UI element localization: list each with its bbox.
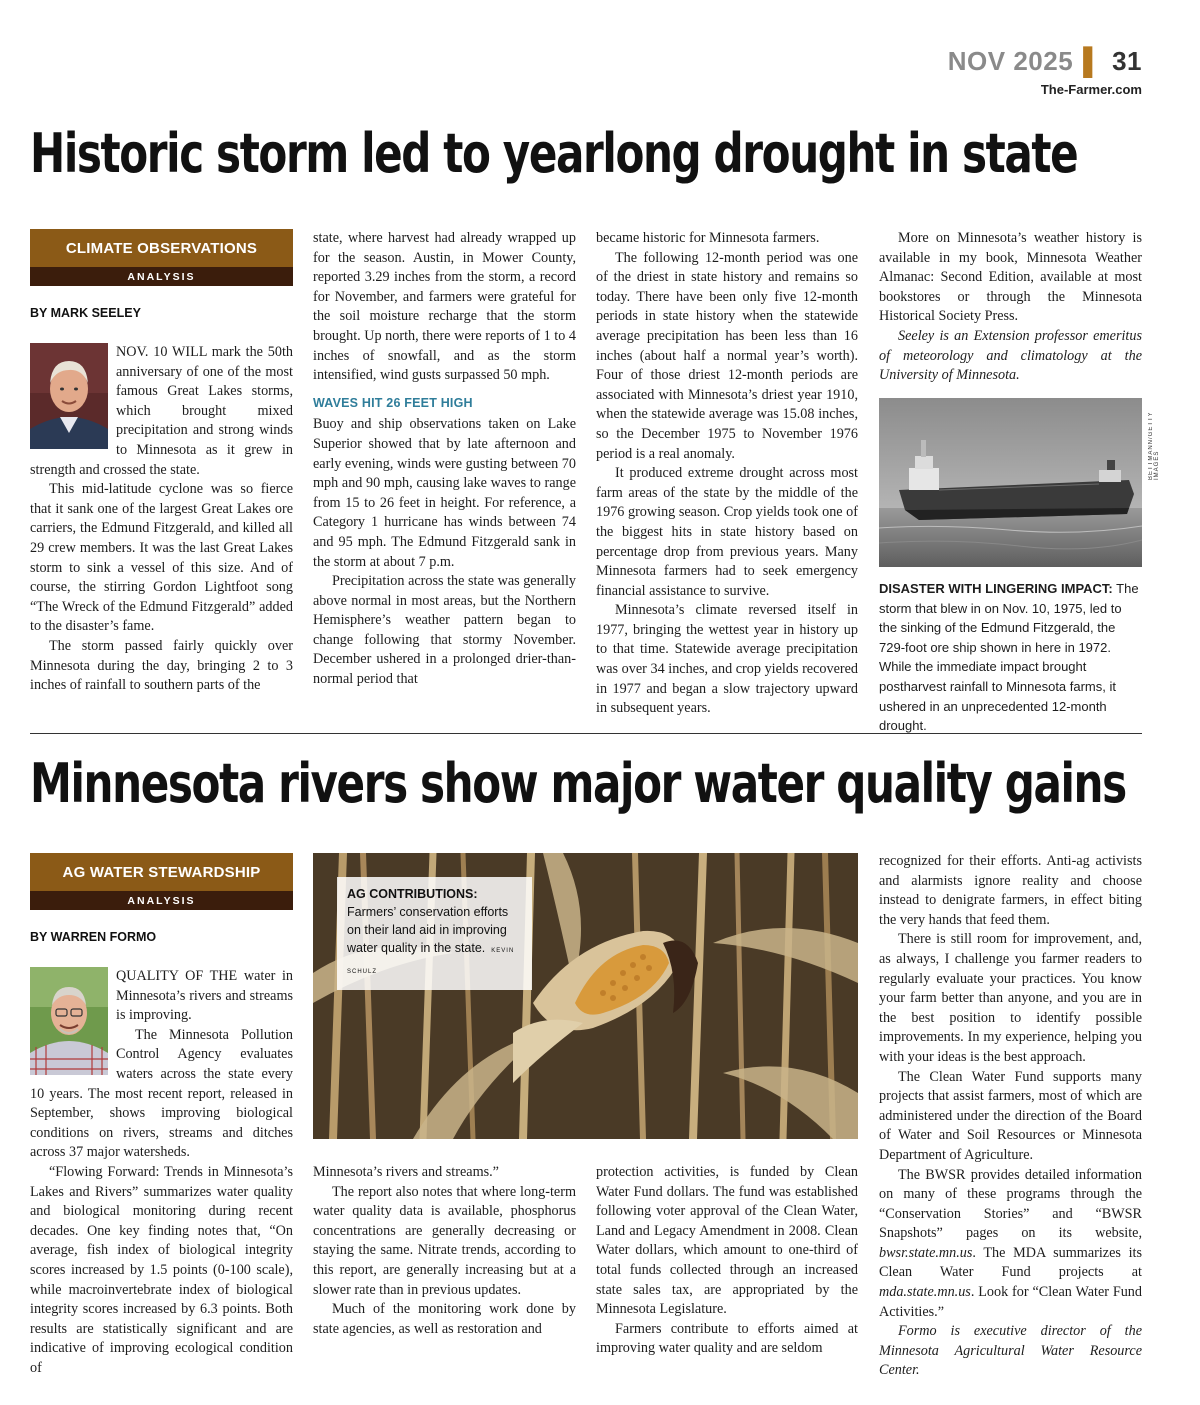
photo-credit: BETTMANN/GETTY IMAGES <box>1148 411 1160 480</box>
paragraph: The following 12-month period was one of the driest in state history and remains so today. There have been only five 12-month periods in state history when the statewide average precipitation has been less than 16 inches (about half a normal year’s worth). Four of those driest 12-month periods are associated with Minnesota’s driest year 1910, when the statewide average was 15.08 inches, so the December 1975 to November 1976 period is a real anomaly. <box>596 249 858 462</box>
paragraph: More on Minnesota’s weather history is available in my book, Minnesota Weather Almanac: Second Edition, available at most bookstores or through the Minnesota Historical Society Press. <box>879 230 1142 325</box>
folio-divider: ▌ <box>1083 46 1103 76</box>
caption-text: The storm that blew in on Nov. 10, 1975, led to the sinking of the Edmund Fitzgerald, the 729-foot ore ship shown in here in 1972. While the immediate impact brought postharvest rainfall to Minnesota farms, it ushered in an unprecedented 12-month drought. <box>879 581 1139 734</box>
paragraph: It produced extreme drought across most farm areas of the state by the middle of the 1976 growing season. Crop yields took one of the biggest hits in state history based on percentage drop from previous years. Many Minnesota farmers had to seek emergency financial assistance to survive. <box>596 465 858 599</box>
paragraph: “Flowing Forward: Trends in Minnesota’s Lakes and Rivers” summarizes water quality and biological monitoring during recent decades. One key finding notes that, “On average, fish index of biological integrity scores increased by 1.5 points (0-100 scale), while macroinvertebrate index of biological integrity scores increased by 6.3 points. Both results are statistically significant and are indicative of improving ecological condition of <box>30 1163 293 1376</box>
paragraph: The report also notes that where long-term water quality data is available, phosphorus concentrations are generally decreasing or staying the same. Nitrate trends, according to this report, are generally increasing but at a slower rate than in previous updates. <box>313 1183 576 1298</box>
paragraph: Farmers contribute to efforts aimed at improving water quality and are seldom <box>596 1320 858 1357</box>
section-sublabel: ANALYSIS <box>30 267 293 286</box>
paragraph <box>879 1166 1142 1323</box>
caption-label: AG CONTRIBUTIONS: <box>347 887 478 901</box>
author-bio: Formo is executive director of the Minnesota Agricultural Water Resource Center. <box>879 1323 1142 1379</box>
paragraph: Minnesota’s rivers and streams.” <box>313 1164 499 1180</box>
author-bio: Seeley is an Extension professor emeritus of meteorology and climatology at the University of Minnesota. <box>879 327 1142 384</box>
site-url: The-Farmer.com <box>1040 82 1142 97</box>
photo-credit: KEVIN SCHULZ <box>347 948 515 975</box>
author-portrait-seeley <box>30 343 108 449</box>
ship-photo <box>879 398 1142 567</box>
article2-headline: Minnesota rivers show major water quality gains <box>30 752 1126 815</box>
subhead: WAVES HIT 26 FEET HIGH <box>313 395 473 410</box>
article2-column-1 <box>30 967 293 1378</box>
website-link-bwsr: bwsr.state.mn.us <box>879 1244 973 1261</box>
article2-section-tag <box>30 853 293 910</box>
paragraph: became historic for Minnesota farmers. <box>596 230 820 246</box>
article1-byline: BY MARK SEELEY <box>30 306 141 320</box>
article1-column-2 <box>313 229 576 690</box>
article2-byline: BY WARREN FORMO <box>30 930 157 944</box>
paragraph: The Clean Water Fund supports many projects that assist farmers, most of which are administered under the direction of the Board of Water and Soil Resources or Minnesota Department of Agriculture. <box>879 1068 1142 1163</box>
author-portrait-formo <box>30 967 108 1075</box>
paragraph: protection activities, is funded by Clean Water Fund dollars. The fund was established following voter approval of the Clean Water, Land and Legacy Amendment in 2008. Clean Water dollars, which amount to one-third of total funds collected through an increased state sales tax, are appropriated by the Minnesota Legislature. <box>596 1164 858 1318</box>
page-number: 31 <box>1112 46 1142 76</box>
paragraph: state, where harvest had already wrapped up for the season. Austin, in Mower County, reported 3.29 inches from the storm, a record for November, and farmers were grateful for the soil moisture recharge that the storm brought. Up north, there were reports of 1 to 4 inches of snowfall, and as the storm intensified, wind gusts surpassed 50 mph. <box>313 230 576 384</box>
paragraph: Precipitation across the state was generally above normal in most areas, but the Northern Hemisphere’s weather pattern began to change following that stormy November. December ushered in a prolonged drier-than-normal period that <box>313 573 576 688</box>
issue-folio <box>948 46 1142 77</box>
text-run: The BWSR provides detailed information on many of these programs through the “Conservation Stories” and “BWSR Snapshots” pages on its website, <box>879 1166 1142 1242</box>
corn-photo-caption <box>337 877 532 990</box>
ship-photo-caption <box>879 579 1142 736</box>
section-label: AG WATER STEWARDSHIP <box>30 853 293 891</box>
paragraph: The Minnesota Pollution Control Agency evaluates waters across the state every 10 years. The most recent report, released in September, shows improving biological conditions on rivers, streams and ditches across 37 major watersheds. <box>30 1026 293 1161</box>
paragraph: The storm passed fairly quickly over Minnesota during the day, bringing 2 to 3 inches of rainfall to southern parts of the <box>30 637 293 694</box>
text-run: . The MDA summarizes its Clean Water Fund projects at <box>879 1244 1142 1281</box>
section-divider <box>30 733 1142 734</box>
section-sublabel: ANALYSIS <box>30 891 293 910</box>
article1-column-1 <box>30 343 293 696</box>
article2-column-4 <box>879 852 1142 1381</box>
article1-column-3 <box>596 229 858 719</box>
paragraph: Buoy and ship observations taken on Lake Superior showed that by late afternoon and early evening, winds were gusting between 70 mph and 90 mph, causing lake waves to range from 15 to 26 feet in height. For reference, a Category 1 hurricane has winds between 74 and 95 mph. The Edmund Fitzgerald sank in the storm at about 7 p.m. <box>313 416 576 570</box>
website-link-mda: mda.state.mn.us <box>879 1284 971 1301</box>
paragraph: QUALITY OF THE water in Minnesota’s rivers and streams is improving. <box>116 968 293 1024</box>
article1-headline: Historic storm led to yearlong drought in state <box>30 122 1078 185</box>
paragraph: This mid-latitude cyclone was so fierce that it sank one of the largest Great Lakes ore carriers, the Edmund Fitzgerald, and killed all 29 crew members. It was the last Great Lakes storm to sink a vessel of this size. And of course, the stirring Gordon Lightfoot song “The Wreck of the Edmund Fitzgerald” added to the disaster’s fame. <box>30 481 293 635</box>
paragraph: NOV. 10 WILL mark the 50th anniversary of one of the most famous Great Lakes storms, which brought mixed precipitation and strong winds to Minnesota as it grew in strength and crossed the state. <box>30 344 293 478</box>
caption-text: Farmers’ conservation efforts on their land aid in improving water quality in the state. <box>347 905 509 955</box>
section-label: CLIMATE OBSERVATIONS <box>30 229 293 267</box>
paragraph: Minnesota’s climate reversed itself in 1977, bringing the wettest year in history up to that time. Statewide average precipitation was over 34 inches, and crop yields recovered in 1977 and began a slow trajectory upward in subsequent years. <box>596 602 858 717</box>
article2-column-2 <box>313 1163 576 1339</box>
text-run: . Look for “Clean Water Fund Activities.” <box>879 1284 1142 1320</box>
article2-column-3 <box>596 1163 858 1359</box>
article1-column-4 <box>879 229 1142 386</box>
issue-date: NOV 2025 <box>947 46 1074 76</box>
article1-section-tag <box>30 229 293 286</box>
paragraph: There is still room for improvement, and, as always, I challenge you farmer readers to regularly evaluate your practices. You know your farm better than anyone, and you are in the best position to identify possible improvements. In my experience, helping you with your ideas is the best approach. <box>879 931 1142 1065</box>
caption-label: DISASTER WITH LINGERING IMPACT: <box>879 581 1113 596</box>
paragraph: recognized for their efforts. Anti-ag activists and alarmists ignore reality and choose instead to denigrate farmers, in effect biting the very hands that feed them. <box>879 853 1142 928</box>
paragraph: Much of the monitoring work done by state agencies, as well as restoration and <box>313 1301 576 1337</box>
